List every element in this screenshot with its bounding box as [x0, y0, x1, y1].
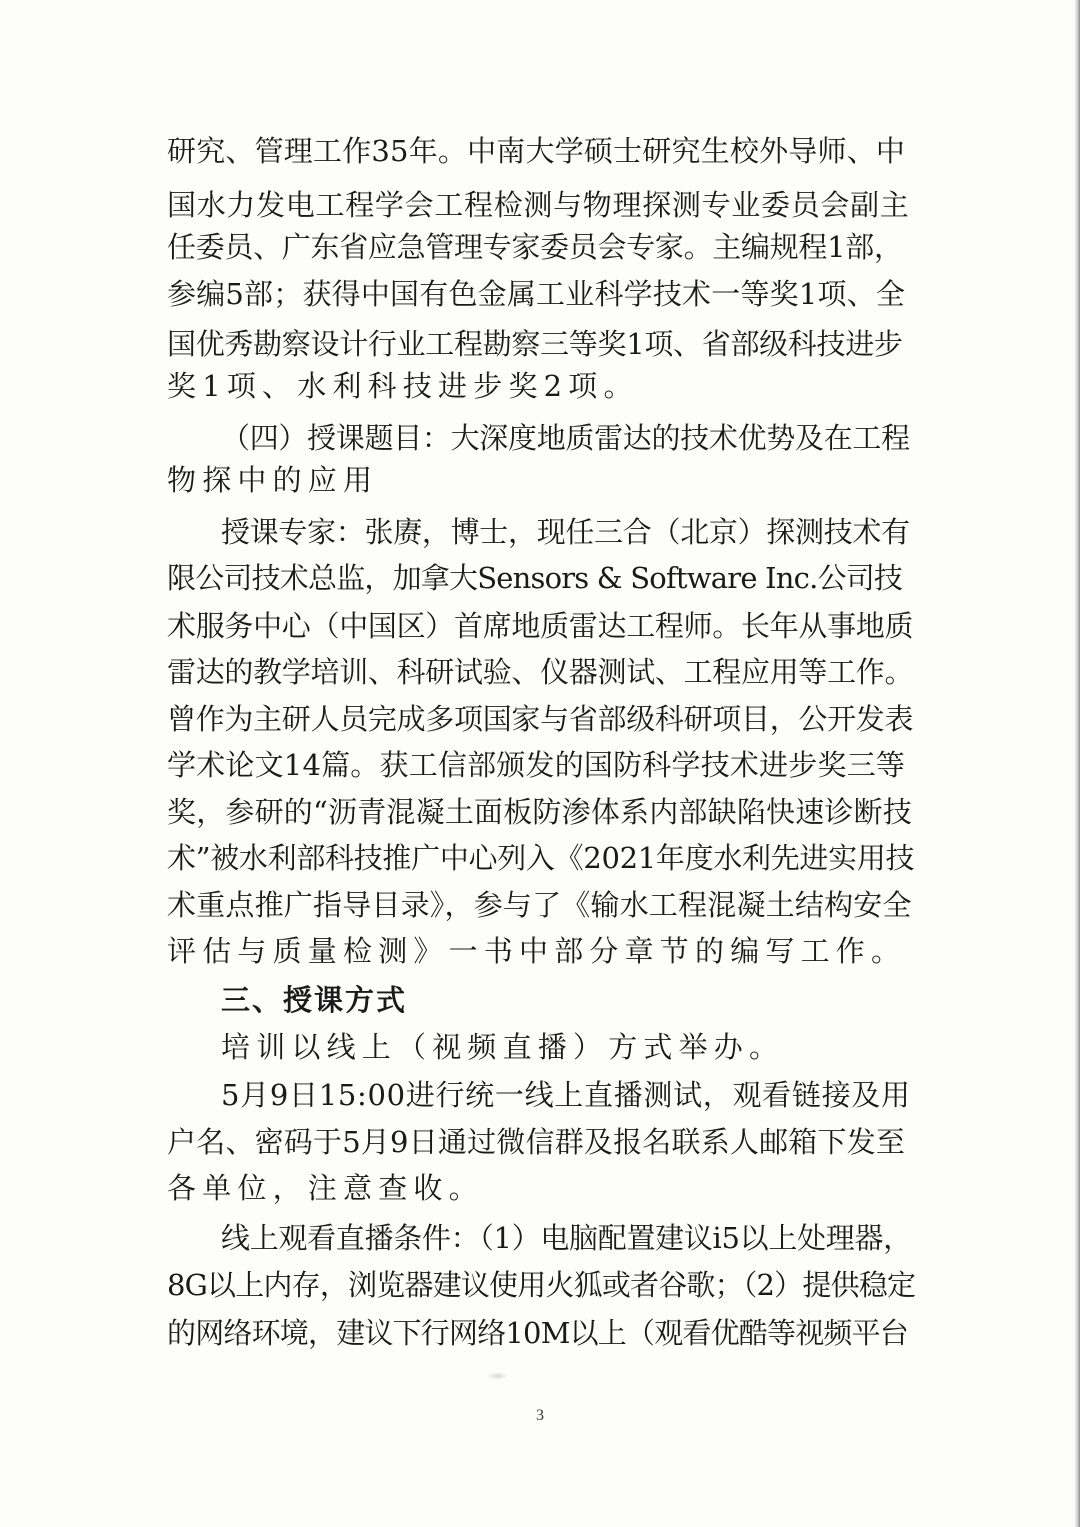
body-text-line: 国水力发电工程学会工程检测与物理探测专业委员会副主	[167, 188, 910, 222]
body-text-line: 学术论文14篇。获工信部颁发的国防科学技术进步奖三等	[167, 748, 906, 782]
body-text-line: 国优秀勘察设计行业工程勘察三等奖1项、省部级科技进步	[167, 327, 903, 361]
body-text-line: 评估与质量检测》一书中部分章节的编写工作。	[167, 934, 907, 968]
body-text-line: 户名、密码于5月9日通过微信群及报名联系人邮箱下发至	[167, 1125, 906, 1159]
page-number: 3	[536, 1407, 544, 1424]
body-text-line: 研究、管理工作35年。中南大学硕士研究生校外导师、中	[167, 134, 906, 168]
body-text-line: 术重点推广指导目录》，参与了《输水工程混凝土结构安全	[167, 888, 912, 922]
body-text-line: 5月9日15:00进行统一线上直播测试，观看链接及用	[221, 1078, 911, 1112]
scan-edge-shadow	[1074, 0, 1080, 1527]
body-text-line: 的网络环境，建议下行网络10M以上（观看优酷等视频平台	[167, 1316, 908, 1350]
scan-smudge	[486, 1372, 508, 1380]
section-subheading: （四）授课题目：大深度地质雷达的技术优势及在工程	[221, 421, 910, 455]
body-text-line: 培训以线上（视频直播）方式举办。	[221, 1030, 785, 1064]
body-text-line: 术服务中心（中国区）首席地质雷达工程师。长年从事地质	[167, 609, 914, 643]
body-text-line: 曾作为主研人员完成多项国家与省部级科研项目，公开发表	[167, 702, 914, 736]
body-text-line: 参编5部；获得中国有色金属工业科学技术一等奖1项、全	[167, 277, 906, 311]
body-text-line: 奖1项、水利科技进步奖2项。	[167, 369, 639, 403]
body-text-line: 雷达的教学培训、科研试验、仪器测试、工程应用等工作。	[167, 655, 914, 689]
body-text-line: 限公司技术总监，加拿大Sensors & Software Inc.公司技	[167, 561, 903, 595]
body-text-line: 物探中的应用	[167, 463, 379, 497]
body-text-line: 授课专家：张赓，博士，现任三合（北京）探测技术有	[221, 515, 910, 549]
body-text-line: 8G以上内存，浏览器建议使用火狐或者谷歌；（2）提供稳定	[167, 1268, 916, 1302]
body-text-line: 线上观看直播条件：（1）电脑配置建议i5以上处理器，	[221, 1221, 912, 1255]
section-heading: 三、授课方式	[221, 983, 408, 1017]
body-text-line: 各单位，注意查收。	[167, 1171, 484, 1205]
body-text-line: 术”被水利部科技推广中心列入《2021年度水利先进实用技	[167, 841, 915, 875]
body-text-line: 任委员、广东省应急管理专家委员会专家。主编规程1部，	[167, 230, 903, 264]
body-text-line: 奖，参研的“沥青混凝土面板防渗体系内部缺陷快速诊断技	[167, 795, 913, 829]
